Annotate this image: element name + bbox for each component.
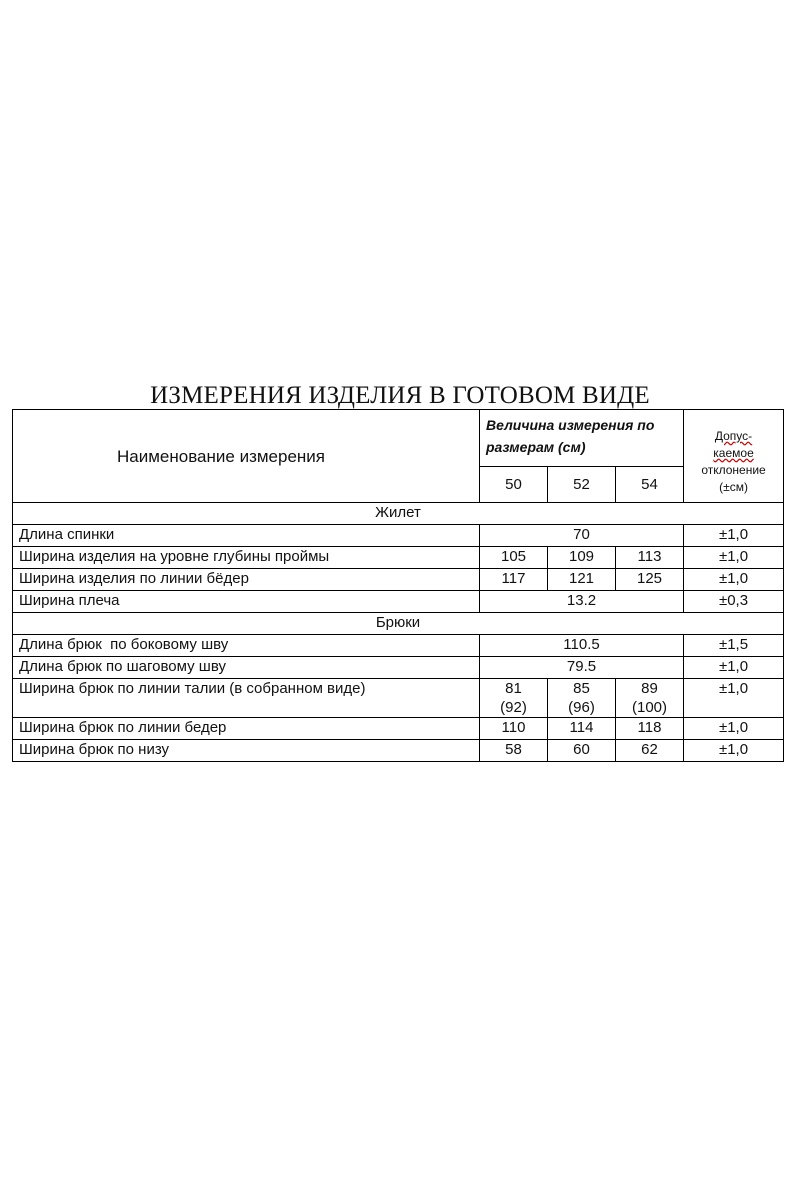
row-name: Длина брюк по боковому шву [13,635,480,657]
row-value-merged: 13.2 [480,591,684,613]
row-tolerance: ±1,0 [684,657,784,679]
row-tolerance: ±1,0 [684,740,784,762]
row-value-main: 81 [505,680,522,697]
row-value-50: 58 [480,740,548,762]
row-value-54: 118 [616,718,684,740]
size-52: 52 [548,467,616,503]
row-value-50: 117 [480,569,548,591]
section-title: Жилет [13,503,784,525]
row-name: Ширина изделия по линии бёдер [13,569,480,591]
row-value-merged: 110.5 [480,635,684,657]
row-name: Ширина брюк по низу [13,740,480,762]
table-row [13,679,784,718]
section-row [13,613,784,635]
row-value-52: 121 [548,569,616,591]
measurements-table [12,409,784,762]
row-value-merged: 79.5 [480,657,684,679]
row-name: Ширина изделия на уровне глубины проймы [13,547,480,569]
row-value-50: 105 [480,547,548,569]
row-value-main: 89 [641,680,658,697]
row-value-50 [480,679,548,718]
tolerance-line-2: каемое [713,446,754,460]
row-name: Длина брюк по шаговому шву [13,657,480,679]
row-name: Ширина брюк по линии бедер [13,718,480,740]
row-value-50: 110 [480,718,548,740]
row-value-54: 125 [616,569,684,591]
header-row [13,410,784,467]
row-value-52: 114 [548,718,616,740]
row-name: Ширина плеча [13,591,480,613]
table-row [13,718,784,740]
table-row [13,525,784,547]
row-value-extra: (92) [500,699,527,716]
size-54: 54 [616,467,684,503]
table-row [13,591,784,613]
row-value-54: 113 [616,547,684,569]
section-row [13,503,784,525]
row-value-merged: 70 [480,525,684,547]
row-value-extra: (100) [632,699,668,716]
table-row [13,569,784,591]
row-value-main: 85 [573,680,590,697]
table-row [13,657,784,679]
row-tolerance: ±1,0 [684,718,784,740]
row-tolerance: ±0,3 [684,591,784,613]
tolerance-line-4: (±см) [719,480,748,494]
page-title: ИЗМЕРЕНИЯ ИЗДЕЛИЯ В ГОТОВОМ ВИДЕ [150,382,650,409]
section-title: Брюки [13,613,784,635]
row-tolerance: ±1,0 [684,547,784,569]
tolerance-line-3: отклонение [701,463,766,477]
row-name: Ширина брюк по линии талии (в собранном виде) [13,679,480,718]
row-value-extra: (96) [568,699,595,716]
table-row [13,547,784,569]
row-value-54: 62 [616,740,684,762]
row-value-52: 60 [548,740,616,762]
tolerance-line-1: Допус- [714,429,753,443]
row-tolerance: ±1,0 [684,569,784,591]
table-row [13,635,784,657]
row-tolerance: ±1,0 [684,525,784,547]
row-name: Длина спинки [13,525,480,547]
header-name: Наименование измерения [13,410,480,503]
row-tolerance: ±1,5 [684,635,784,657]
header-tolerance [684,410,784,503]
table-row [13,740,784,762]
header-values: Величина измерения по размерам (см) [480,410,684,467]
row-value-54 [616,679,684,718]
size-50: 50 [480,467,548,503]
row-value-52: 109 [548,547,616,569]
row-value-52 [548,679,616,718]
row-tolerance: ±1,0 [684,679,784,718]
